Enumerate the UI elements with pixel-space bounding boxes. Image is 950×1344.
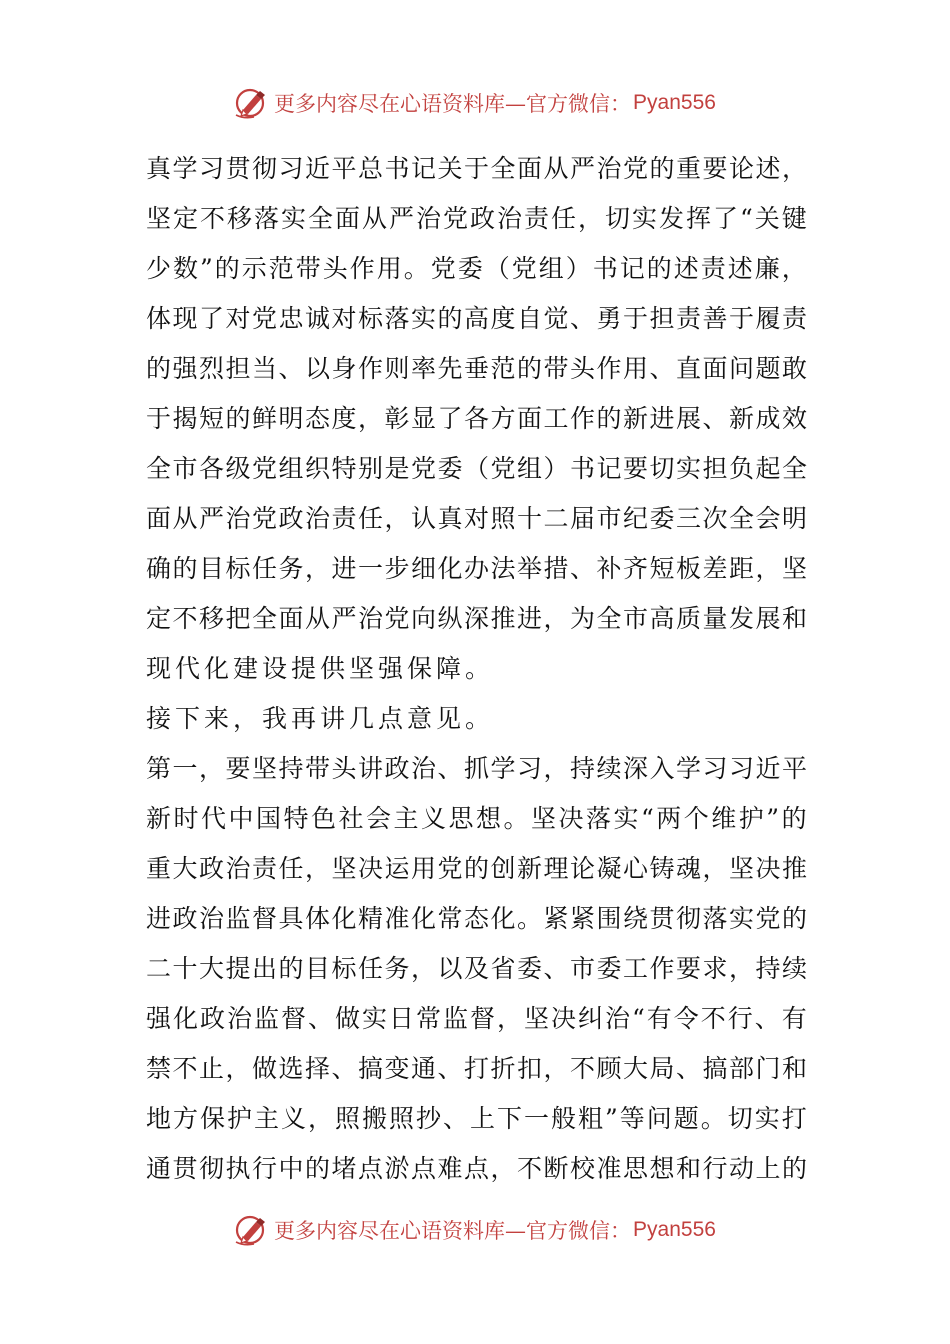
footer-banner bbox=[0, 1210, 950, 1250]
body-text-line: 重大政治责任，坚决运用党的创新理论凝心铸魂，坚决推 bbox=[146, 854, 809, 883]
body-text-line: 体现了对党忠诚对标落实的高度自觉、勇于担责善于履责 bbox=[146, 304, 809, 333]
header-banner bbox=[0, 83, 950, 123]
header-wechat-id: Pyan556 bbox=[633, 91, 716, 114]
pen-logo-icon bbox=[234, 85, 270, 121]
body-text-line: 少数”的示范带头作用。党委（党组）书记的述责述廉， bbox=[146, 254, 809, 283]
body-text-line: 的强烈担当、以身作则率先垂范的带头作用、直面问题敢 bbox=[146, 354, 809, 383]
body-text-line: 面从严治党政治责任，认真对照十二届市纪委三次全会明 bbox=[146, 504, 809, 533]
body-text-line: 真学习贯彻习近平总书记关于全面从严治党的重要论述， bbox=[146, 154, 809, 183]
document-body bbox=[146, 144, 816, 1194]
body-text-line: 通贯彻执行中的堵点淤点难点，不断校准思想和行动上的 bbox=[146, 1154, 809, 1183]
body-text-line: 地方保护主义，照搬照抄、上下一般粗”等问题。切实打 bbox=[146, 1104, 809, 1133]
body-text-line: 第一，要坚持带头讲政治、抓学习，持续深入学习习近平 bbox=[146, 754, 809, 783]
body-text-line: 进政治监督具体化精准化常态化。紧紧围绕贯彻落实党的 bbox=[146, 904, 809, 933]
body-text-line: 现代化建设提供坚强保障。 bbox=[146, 654, 495, 683]
body-text-line: 强化政治监督、做实日常监督，坚决纠治“有令不行、有 bbox=[146, 1004, 809, 1033]
footer-wechat-id: Pyan556 bbox=[633, 1218, 716, 1241]
body-text-line: 全市各级党组织特别是党委（党组）书记要切实担负起全 bbox=[146, 454, 809, 483]
body-text-line: 确的目标任务，进一步细化办法举措、补齐短板差距，坚 bbox=[146, 554, 809, 583]
body-text-line: 接下来，我再讲几点意见。 bbox=[146, 704, 495, 733]
header-banner-text: 更多内容尽在心语资料库—官方微信： bbox=[274, 92, 632, 116]
pen-logo-icon bbox=[234, 1212, 270, 1248]
body-text-line: 定不移把全面从严治党向纵深推进，为全市高质量发展和 bbox=[146, 604, 809, 633]
body-text-line: 新时代中国特色社会主义思想。坚决落实“两个维护”的 bbox=[146, 804, 810, 833]
footer-banner-text: 更多内容尽在心语资料库—官方微信： bbox=[274, 1219, 632, 1243]
body-text-line: 于揭短的鲜明态度，彰显了各方面工作的新进展、新成效 bbox=[146, 404, 809, 433]
body-text-line: 二十大提出的目标任务，以及省委、市委工作要求，持续 bbox=[146, 954, 809, 983]
body-text-line: 禁不止，做选择、搞变通、打折扣，不顾大局、搞部门和 bbox=[146, 1054, 809, 1083]
body-text-line: 坚定不移落实全面从严治党政治责任，切实发挥了“关键 bbox=[146, 204, 809, 233]
